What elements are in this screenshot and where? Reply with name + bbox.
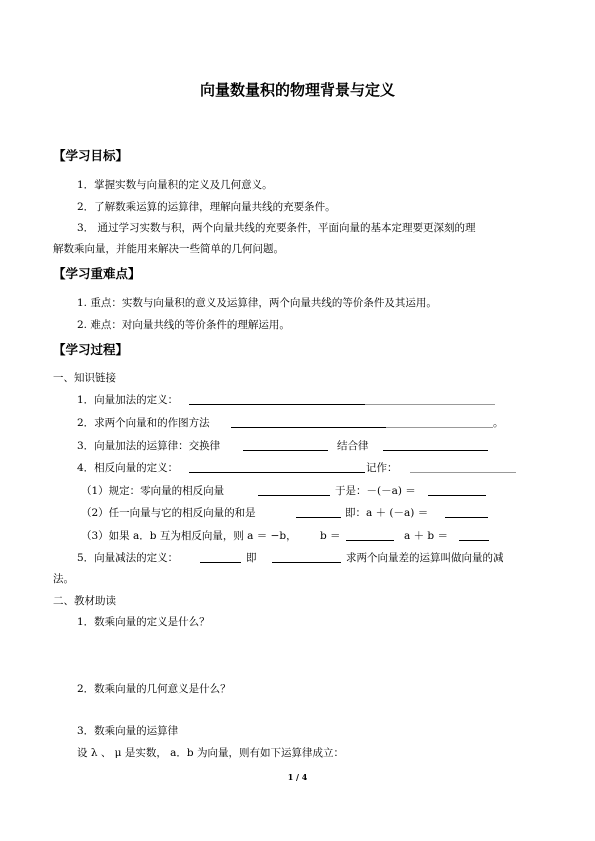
- blank-line: [200, 562, 241, 563]
- blank-line: [383, 450, 488, 451]
- question-label: 5．向量减法的定义：: [77, 552, 179, 564]
- part2-heading: 二、教材助读: [53, 595, 116, 607]
- blank-line: [296, 517, 341, 518]
- sub-question-label: 于是：－(－a) ＝: [335, 485, 416, 497]
- question-label: 即: [246, 552, 257, 564]
- goal-item: 3． 通过学习实数与积，两个向量共线的充要条件，平面向量的基本定理要更深刻的理: [77, 222, 476, 234]
- part1-heading: 一、知识链接: [53, 372, 116, 384]
- key-point-item: 2. 难点：对向量共线的等价条件的理解运用。: [77, 319, 290, 331]
- blank-line: [386, 427, 493, 428]
- question-label: 1．数乘向量的定义是什么？: [77, 616, 210, 628]
- blank-line: [231, 427, 386, 428]
- question-label: 4．相反向量的定义：: [77, 462, 179, 474]
- question-label: 结合律: [337, 440, 369, 452]
- section-heading-key-points: 【学习重难点】: [53, 266, 141, 281]
- goal-item: 解数乘向量，并能用来解决一些简单的几何问题。: [53, 243, 284, 255]
- document-title: 向量数量积的物理背景与定义: [199, 81, 395, 99]
- sub-question-label: 即：a ＋ (－a) ＝: [345, 507, 429, 519]
- sub-question-label: （2）任一向量与它的相反向量的和是: [81, 507, 256, 519]
- question-label: 1．向量加法的定义：: [77, 394, 179, 406]
- section-heading-goals: 【学习目标】: [53, 148, 129, 163]
- question-label: 设 λ 、 μ 是实数， a．b 为向量，则有如下运算律成立：: [77, 747, 344, 759]
- sub-question-label: （1）规定：零向量的相反向量: [81, 485, 225, 497]
- blank-line: [189, 404, 365, 405]
- question-label: 求两个向量差的运算叫做向量的减: [346, 552, 504, 564]
- sub-question-label: （3）如果 a．b 互为相反向量，则 a ＝ −b，: [81, 530, 297, 542]
- blank-line: [258, 495, 330, 496]
- blank-line: [410, 472, 516, 473]
- question-label: 2．求两个向量和的作图方法: [77, 417, 210, 429]
- blank-line: [365, 404, 495, 405]
- sub-question-label: b ＝: [320, 530, 341, 542]
- key-point-item: 1. 重点：实数与向量积的意义及运算律，两个向量共线的等价条件及其运用。: [77, 297, 437, 309]
- goal-item: 2．了解数乘运算的运算律，理解向量共线的充要条件。: [77, 201, 336, 213]
- blank-line: [459, 540, 489, 541]
- question-label: 3．向量加法的运算律：交换律: [77, 440, 221, 452]
- section-heading-process: 【学习过程】: [53, 342, 129, 357]
- blank-line: [243, 450, 328, 451]
- blank-line: [189, 472, 365, 473]
- sub-question-label: a ＋ b ＝: [404, 530, 448, 542]
- blank-line: [428, 495, 486, 496]
- question-label: 2．数乘向量的几何意义是什么？: [77, 683, 231, 695]
- question-label: 3．数乘向量的运算律: [77, 725, 179, 737]
- punctuation: 。: [493, 417, 504, 429]
- page-number: 1 / 4: [287, 772, 308, 782]
- question-label: 法。: [53, 573, 74, 585]
- goal-item: 1．掌握实数与向量积的定义及几何意义。: [77, 179, 273, 191]
- blank-line: [272, 562, 341, 563]
- question-label: 记作：: [366, 462, 398, 474]
- blank-line: [346, 540, 394, 541]
- blank-line: [445, 517, 488, 518]
